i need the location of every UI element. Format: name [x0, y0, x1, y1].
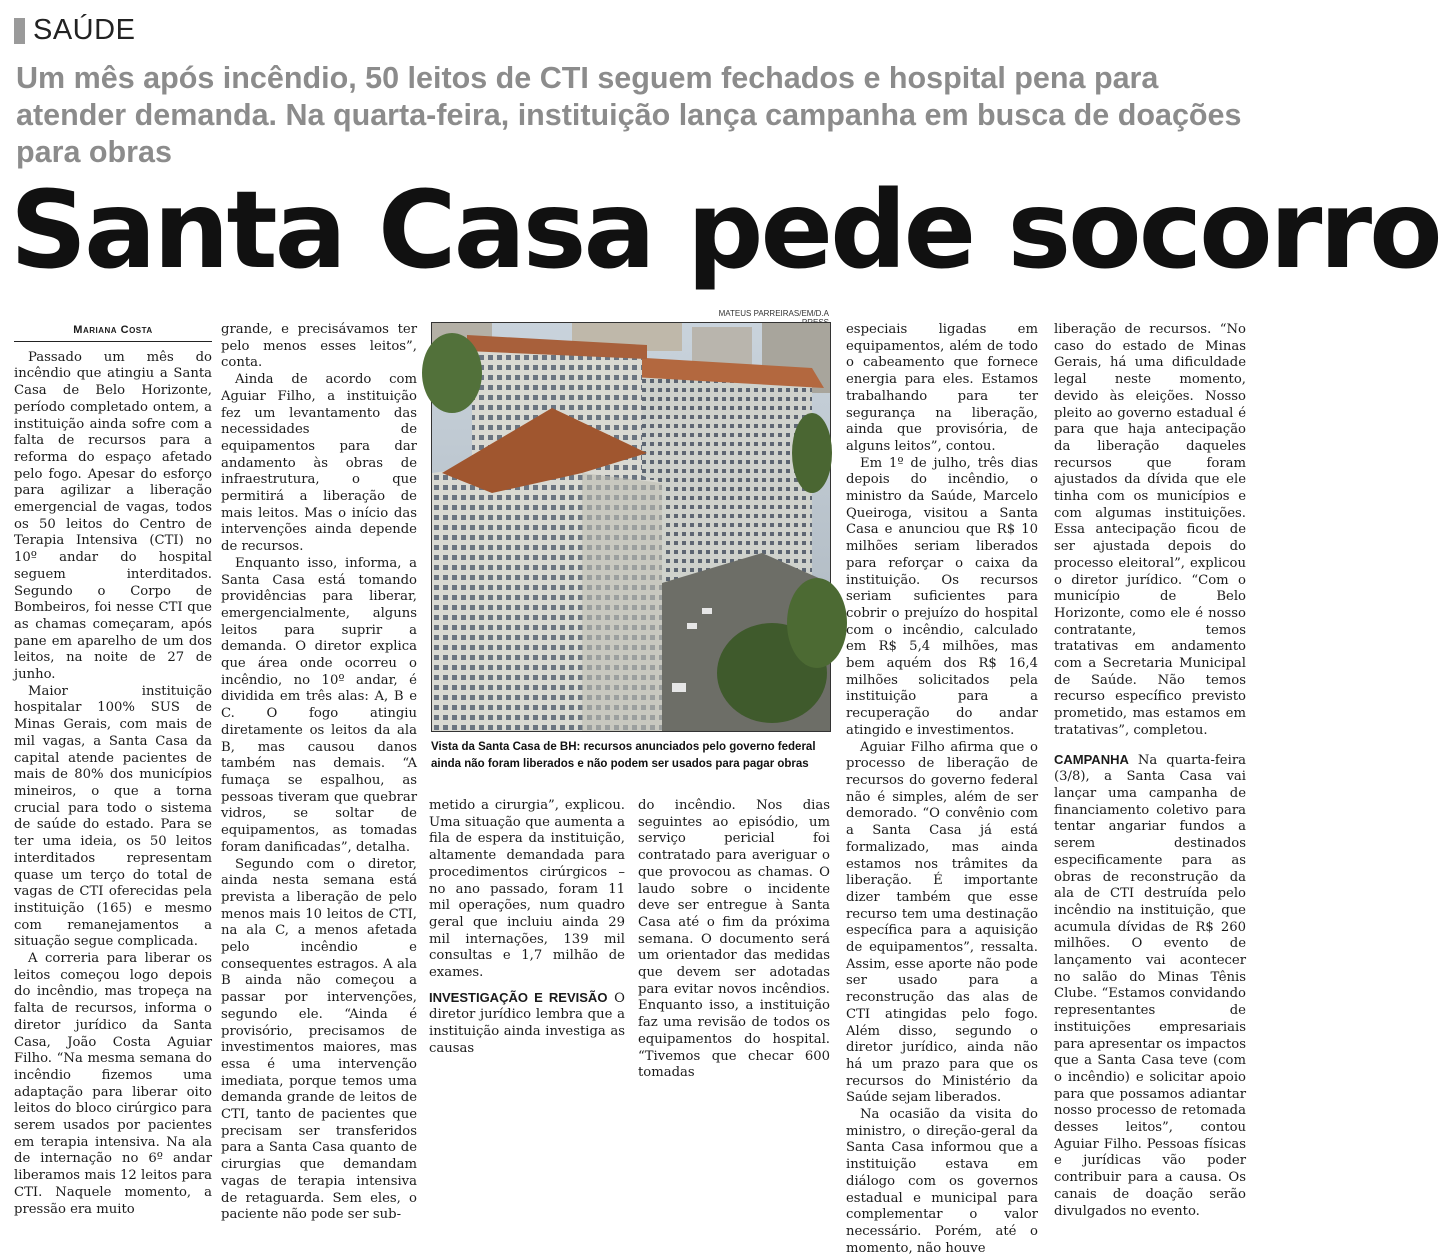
section-label: [14, 14, 135, 47]
hospital-photo: [431, 322, 831, 732]
subheadline: Um mês após incêndio, 50 leitos de CTI seguem fechados e hospital pena para atender demanda. Na quarta-feira, instituição lança campanha em busca de doações para obras: [16, 61, 1242, 169]
paragraph: Passado um mês do incêndio que atingiu a Santa Casa de Belo Horizonte, período completado ontem, a instituição ainda sofre com a falta de recursos para a reforma do espaço afetado pelo fogo. Apesar do esforço para agilizar a liberação emergencial de vagas, todos os 50 leitos do Centro de Terapia Intensiva (CTI) no 10º andar do hospital seguem interditados. Segundo o Corpo de Bombeiros, foi nesse CTI que as chamas começaram, após pane em aparelho de um dos leitos, na noite de 27 de junho.: [14, 349, 212, 683]
paragraph: [1054, 752, 1246, 1221]
column-6: [1054, 322, 1246, 1220]
paragraph: Em 1º de julho, três dias depois do incêndio, o ministro da Saúde, Marcelo Queiroga, visitou a Santa Casa e anunciou que R$ 10 milhões seriam liberados para reforçar o caixa da instituição. Os recursos seriam suficientes para cobrir o prejuízo do hospital com o incêndio, calculado em R$ 5,4 milhões, mas bem aquém dos R$ 16,4 milhões solicitados pela instituição para a recuperação do andar atingido e investimentos.: [846, 455, 1038, 738]
paragraph: [429, 990, 625, 1058]
paragraph: Maior instituição hospitalar 100% SUS de Minas Gerais, com mais de mil vagas, a Santa Casa da capital atende pacientes de mais de 80% dos municípios mineiros, o que a torna crucial para todo o sistema de saúde do estado. Para se ter uma ideia, os 50 leitos interditados representam quase um terço do total de vagas de CTI oferecidas pela instituição (165) e mesmo com remanejamentos a situação segue complicada.: [14, 683, 212, 950]
paragraph: Na ocasião da visita do ministro, o direção-geral da Santa Casa informou que a instituição estava em diálogo com os governos estadual e municipal para complementar o valor necessário. Porém, até o momento, não houve: [846, 1107, 1038, 1256]
photo-credit: MATEUS PARREIRAS/EM/D.A: [718, 309, 829, 318]
hospital-building-image: [432, 323, 830, 731]
section-bar: [14, 18, 25, 44]
column-3: [429, 798, 625, 1058]
kicker-investigacao: INVESTIGAÇÃO E REVISÃO: [429, 989, 608, 1005]
kicker-campanha: CAMPANHA: [1054, 751, 1129, 767]
kicker-text: Na quarta-feira (3/8), a Santa Casa vai lançar uma campanha de financiamento coletivo para tentar angariar fundos a serem destinados especificamente para as obras de reconstrução da ala de CTI destruída pelo incêndio na instituição, que acumula dívidas de R$ 260 milhões. O evento de lançamento vai acontecer no salão do Minas Tênis Clube. “Estamos convidando representantes de instituições empresariais para apresentar os impactos que a Santa Casa teve (com o incêndio) e solicitar apoio para que possamos adiantar nosso processo de retomada desses leitos”, contou Aguiar Filho. Pessoas físicas e jurídicas vão poder contribuir para a causa. Os canais de doação serão divulgados no evento.: [1054, 752, 1246, 1219]
paragraph: Ainda de acordo com Aguiar Filho, a instituição fez um levantamento das necessidades de equipamentos para dar andamento às obras de infraestrutura, o que permitirá a liberação de mais leitos. Mas o início das intervenções ainda depende de recursos.: [221, 372, 417, 555]
kicker-text: O diretor jurídico lembra que a instituição ainda investiga as causas: [429, 990, 625, 1056]
column-2: [221, 322, 417, 1224]
column-5: [846, 322, 1038, 1257]
photo-caption: Vista da Santa Casa de BH: recursos anunciados pelo governo federal ainda não foram liberados e não podem ser usados para pagar obras: [431, 741, 816, 770]
paragraph: especiais ligadas em equipamentos, além de todo o cabeamento que fornece energia para eles. Estamos trabalhando para ter segurança na liberação, ainda que provisória, de alguns leitos”, contou.: [846, 322, 1038, 454]
paragraph: Enquanto isso, informa, a Santa Casa está tomando providências para liberar, emergencialmente, alguns leitos para suprir a demanda. O diretor explica que área onde ocorreu o incêndio, no 10º andar, é dividida em três alas: A, B e C. O fogo atingiu diretamente os leitos da ala B, mas causou danos também nas demais. “A fumaça se espalhou, as pessoas tiveram que quebrar vidros, se soltar de equipamentos, as tomadas foram danificadas”, detalha.: [221, 555, 417, 855]
column-1: [14, 322, 212, 1218]
paragraph: Aguiar Filho afirma que o processo de liberação de recursos do governo federal não é simples, além de ser demorado. “O convênio com a Santa Casa já está formalizado, mas ainda estamos nos trâmites da liberação. É importante dizer também que esse recurso tem uma destinação específica para a aquisição de equipamentos”, ressalta. Assim, esse aporte não pode ser usado para a reconstrução das alas de CTI atingidas pelo fogo. Além disso, segundo o diretor jurídico, ainda não há um prazo para que os recursos do Ministério da Saúde sejam liberados.: [846, 739, 1038, 1106]
paragraph: A correria para liberar os leitos começou logo depois do incêndio, mas tropeça na falta de recursos, informa o diretor jurídico da Santa Casa, João Costa Aguiar Filho. “Na mesma semana do incêndio fizemos uma adaptação para liberar oito leitos do bloco cirúrgico para serem usados por pacientes em terapia intensiva. Na ala de internação no 6º andar liberamos mais 12 leitos para CTI. Naquele momento, a pressão era muito: [14, 951, 212, 1217]
section-title: SAÚDE: [33, 14, 136, 46]
paragraph: liberação de recursos. “No caso do estado de Minas Gerais, há uma dificuldade legal neste momento, devido às eleições. Nosso pleito ao governo estadual é para que haja antecipação da liberação daqueles recursos que foram ajustados da dívida que ele tinha com os municípios e com algumas instituições. Essa antecipação ficou de ser ajustada depois do processo eleitoral”, explicou o diretor jurídico. “Com o município de Belo Horizonte, como ele é nosso contratante, temos tratativas em andamento com a Secretaria Municipal de Saúde. Não temos recurso específico previsto prometido, mas estamos em tratativas”, completou.: [1054, 322, 1246, 738]
headline: Santa Casa pede socorro: [10, 169, 1440, 293]
byline: Mariana Costa: [14, 322, 212, 342]
paragraph: metido a cirurgia”, explicou. Uma situação que aumenta a fila de espera da instituição, altamente demandada para procedimentos cirúrgicos – no ano passado, foram 11 mil operações, num quadro geral que incluiu ainda 29 mil internações, 139 mil consultas e 1,7 milhão de exames.: [429, 798, 625, 981]
paragraph: grande, e precisávamos ter pelo menos esses leitos”, conta.: [221, 322, 417, 371]
paragraph: do incêndio. Nos dias seguintes ao episódio, um serviço pericial foi contratado para averiguar o que provocou as chamas. O laudo sobre o incidente deve ser entregue à Santa Casa até o fim da próxima semana. O documento será um orientador das medidas que devem ser adotadas para evitar novos incêndios. Enquanto isso, a instituição faz uma revisão de todos os equipamentos do hospital. “Tivemos que checar 600 tomadas: [638, 798, 830, 1081]
paragraph: Segundo com o diretor, ainda nesta semana está prevista a liberação de pelo menos mais 10 leitos de CTI, na ala C, a menos afetada pelo incêndio e consequentes estragos. A ala B ainda não começou a passar por intervenções, segundo ele. “Ainda é provisório, precisamos de investimentos maiores, mas essa é uma intervenção imediata, porque temos uma demanda grande de leitos de CTI, tanto de pacientes que precisam ser transferidos para a Santa Casa quanto de cirurgias que demandam vagas de terapia intensiva de retaguarda. Sem eles, o paciente não pode ser sub-: [221, 856, 417, 1223]
column-4: [638, 798, 830, 1082]
